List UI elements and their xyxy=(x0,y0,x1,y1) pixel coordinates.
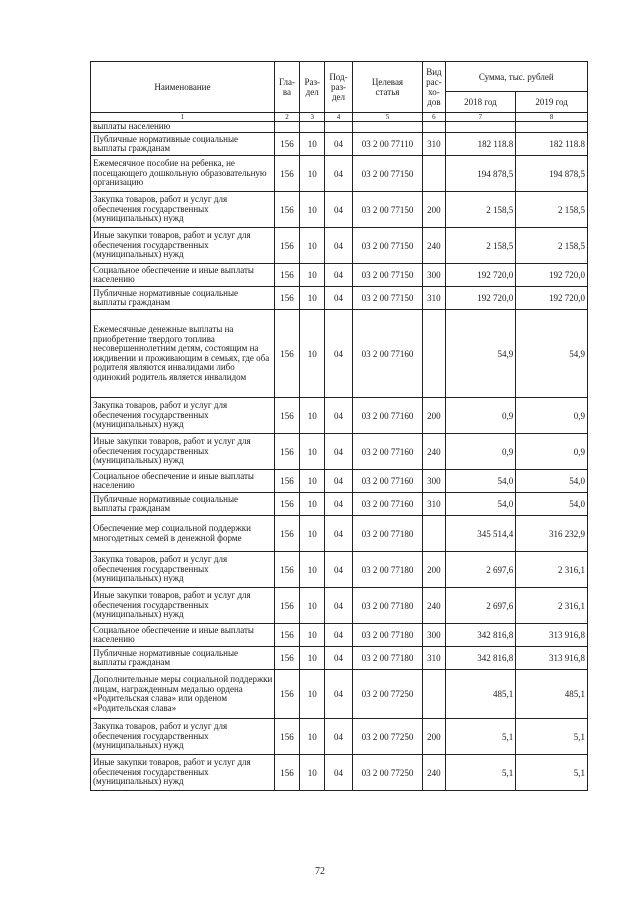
row-target: 03 2 00 77180 xyxy=(352,624,423,647)
row-glava: 156 xyxy=(274,588,299,624)
row-vid xyxy=(423,516,445,552)
row-podrazdel: 04 xyxy=(325,647,352,670)
row-razdel: 10 xyxy=(300,516,325,552)
column-index: 2 xyxy=(274,113,299,122)
table-body xyxy=(91,122,588,791)
row-vid: 200 xyxy=(423,719,445,755)
row-podrazdel: 04 xyxy=(325,552,352,588)
column-index: 8 xyxy=(516,113,588,122)
row-amount-2018: 342 816,8 xyxy=(445,624,516,647)
table-row xyxy=(91,192,588,228)
row-vid: 310 xyxy=(423,493,445,516)
table-row xyxy=(91,470,588,493)
row-vid: 200 xyxy=(423,192,445,228)
row-glava: 156 xyxy=(274,398,299,434)
row-amount-2019: 182 118.8 xyxy=(516,133,588,156)
row-glava: 156 xyxy=(274,434,299,470)
row-amount-2019: 313 916,8 xyxy=(516,624,588,647)
row-amount-2019: 0,9 xyxy=(516,398,588,434)
row-target: 03 2 00 77150 xyxy=(352,192,423,228)
row-amount-2019: 2 316,1 xyxy=(516,588,588,624)
row-amount-2018: 485,1 xyxy=(445,670,516,719)
row-amount-2019: 5,1 xyxy=(516,755,588,791)
table-row xyxy=(91,398,588,434)
row-vid xyxy=(423,310,445,398)
row-target: 03 2 00 77150 xyxy=(352,264,423,287)
header-year-2018: 2018 год xyxy=(445,92,516,113)
row-name: Иные закупки товаров, работ и услуг для обеспечения государственных (муниципальных) нужд xyxy=(91,755,275,791)
row-name: Иные закупки товаров, работ и услуг для обеспечения государственных (муниципальных) нужд xyxy=(91,434,275,470)
table-row xyxy=(91,310,588,398)
table-row xyxy=(91,434,588,470)
row-vid: 310 xyxy=(423,647,445,670)
row-amount-2018: 192 720,0 xyxy=(445,264,516,287)
row-name: Закупка товаров, работ и услуг для обеспечения государственных (муниципальных) нужд xyxy=(91,552,275,588)
row-amount-2018: 182 118.8 xyxy=(445,133,516,156)
table-row xyxy=(91,133,588,156)
row-name: Дополнительные меры социальной поддержки лицам, награжденным медалью ордена «Родительская слава» или орденом «Родительская слава» xyxy=(91,670,275,719)
row-glava: 156 xyxy=(274,493,299,516)
row-target: 03 2 00 77150 xyxy=(352,156,423,192)
row-target: 03 2 00 77180 xyxy=(352,552,423,588)
row-podrazdel: 04 xyxy=(325,588,352,624)
header-razdel: Раз- дел xyxy=(300,62,325,113)
row-razdel: 10 xyxy=(300,624,325,647)
row-podrazdel: 04 xyxy=(325,624,352,647)
table-header xyxy=(91,62,588,122)
row-glava: 156 xyxy=(274,228,299,264)
row-name: Социальное обеспечение и иные выплаты населению xyxy=(91,264,275,287)
row-podrazdel: 04 xyxy=(325,133,352,156)
table-row xyxy=(91,516,588,552)
column-index: 5 xyxy=(352,113,423,122)
row-podrazdel: 04 xyxy=(325,755,352,791)
row-podrazdel: 04 xyxy=(325,493,352,516)
row-razdel: 10 xyxy=(300,264,325,287)
row-vid: 310 xyxy=(423,133,445,156)
row-razdel: 10 xyxy=(300,755,325,791)
row-glava: 156 xyxy=(274,156,299,192)
row-podrazdel: 04 xyxy=(325,287,352,310)
row-amount-2019: 316 232,9 xyxy=(516,516,588,552)
row-target: 03 2 00 77160 xyxy=(352,398,423,434)
table-row xyxy=(91,156,588,192)
row-amount-2018: 0,9 xyxy=(445,398,516,434)
row-name: Обеспечение мер социальной поддержки многодетных семей в денежной форме xyxy=(91,516,275,552)
row-vid: 300 xyxy=(423,624,445,647)
row-target: 03 2 00 77250 xyxy=(352,755,423,791)
row-amount-2018: 194 878,5 xyxy=(445,156,516,192)
row-amount-2018: 54,0 xyxy=(445,493,516,516)
row-vid: 240 xyxy=(423,434,445,470)
row-glava: 156 xyxy=(274,470,299,493)
row-podrazdel: 04 xyxy=(325,470,352,493)
row-amount-2019: 2 316,1 xyxy=(516,552,588,588)
row-podrazdel: 04 xyxy=(325,670,352,719)
row-glava: 156 xyxy=(274,264,299,287)
header-podrazdel: Под- раз- дел xyxy=(325,62,352,113)
row-glava: 156 xyxy=(274,552,299,588)
row-name: Иные закупки товаров, работ и услуг для обеспечения государственных (муниципальных) нужд xyxy=(91,588,275,624)
row-target: 03 2 00 77150 xyxy=(352,228,423,264)
row-amount-2019: 54,0 xyxy=(516,493,588,516)
table-row xyxy=(91,624,588,647)
row-target xyxy=(352,122,423,133)
row-glava: 156 xyxy=(274,287,299,310)
row-amount-2019: 54,9 xyxy=(516,310,588,398)
row-amount-2019 xyxy=(516,122,588,133)
header-name: Наименование xyxy=(91,62,275,113)
row-amount-2018: 345 514,4 xyxy=(445,516,516,552)
row-podrazdel: 04 xyxy=(325,398,352,434)
row-amount-2018: 342 816,8 xyxy=(445,647,516,670)
header-glava: Гла- ва xyxy=(274,62,299,113)
header-year-2019: 2019 год xyxy=(516,92,588,113)
row-glava: 156 xyxy=(274,624,299,647)
row-target: 03 2 00 77150 xyxy=(352,287,423,310)
row-vid: 200 xyxy=(423,398,445,434)
row-vid: 240 xyxy=(423,755,445,791)
row-razdel: 10 xyxy=(300,192,325,228)
row-razdel: 10 xyxy=(300,287,325,310)
row-name: Закупка товаров, работ и услуг для обеспечения государственных (муниципальных) нужд xyxy=(91,719,275,755)
column-index: 4 xyxy=(325,113,352,122)
row-target: 03 2 00 77160 xyxy=(352,493,423,516)
row-glava: 156 xyxy=(274,755,299,791)
row-podrazdel: 04 xyxy=(325,516,352,552)
table-row xyxy=(91,264,588,287)
row-razdel: 10 xyxy=(300,552,325,588)
row-vid: 200 xyxy=(423,552,445,588)
row-glava: 156 xyxy=(274,719,299,755)
table-row xyxy=(91,493,588,516)
row-vid: 240 xyxy=(423,228,445,264)
row-name: Публичные нормативные социальные выплаты гражданам xyxy=(91,493,275,516)
row-amount-2019: 192 720,0 xyxy=(516,287,588,310)
row-razdel: 10 xyxy=(300,670,325,719)
row-podrazdel: 04 xyxy=(325,264,352,287)
row-amount-2019: 5,1 xyxy=(516,719,588,755)
row-vid xyxy=(423,670,445,719)
row-amount-2018: 2 158,5 xyxy=(445,192,516,228)
row-name: Публичные нормативные социальные выплаты гражданам xyxy=(91,133,275,156)
row-target: 03 2 00 77250 xyxy=(352,719,423,755)
table-row xyxy=(91,719,588,755)
row-amount-2018: 2 697,6 xyxy=(445,588,516,624)
row-name: Закупка товаров, работ и услуг для обеспечения государственных (муниципальных) нужд xyxy=(91,192,275,228)
row-amount-2019: 313 916,8 xyxy=(516,647,588,670)
row-vid: 300 xyxy=(423,264,445,287)
row-vid: 310 xyxy=(423,287,445,310)
row-target: 03 2 00 77250 xyxy=(352,670,423,719)
row-target: 03 2 00 77160 xyxy=(352,310,423,398)
table-row xyxy=(91,552,588,588)
row-amount-2018: 192 720,0 xyxy=(445,287,516,310)
row-amount-2019: 194 878,5 xyxy=(516,156,588,192)
row-amount-2018: 2 697,6 xyxy=(445,552,516,588)
row-amount-2019: 2 158,5 xyxy=(516,228,588,264)
row-glava: 156 xyxy=(274,670,299,719)
row-target: 03 2 00 77110 xyxy=(352,133,423,156)
row-vid xyxy=(423,156,445,192)
row-razdel: 10 xyxy=(300,156,325,192)
row-target: 03 2 00 77180 xyxy=(352,647,423,670)
column-index: 6 xyxy=(423,113,445,122)
row-razdel: 10 xyxy=(300,470,325,493)
table-row xyxy=(91,755,588,791)
column-index-row xyxy=(91,113,588,122)
row-amount-2019: 0,9 xyxy=(516,434,588,470)
row-name: Ежемесячное пособие на ребенка, не посещающего дошкольную образовательную организацию xyxy=(91,156,275,192)
column-index: 1 xyxy=(91,113,275,122)
row-razdel: 10 xyxy=(300,310,325,398)
row-podrazdel: 04 xyxy=(325,310,352,398)
row-amount-2019: 2 158,5 xyxy=(516,192,588,228)
row-name: Иные закупки товаров, работ и услуг для обеспечения государственных (муниципальных) нужд xyxy=(91,228,275,264)
row-amount-2018: 54,9 xyxy=(445,310,516,398)
row-vid: 300 xyxy=(423,470,445,493)
row-razdel: 10 xyxy=(300,133,325,156)
row-name: Социальное обеспечение и иные выплаты населению xyxy=(91,470,275,493)
row-amount-2018: 0,9 xyxy=(445,434,516,470)
row-glava: 156 xyxy=(274,516,299,552)
row-podrazdel: 04 xyxy=(325,192,352,228)
row-amount-2019: 192 720,0 xyxy=(516,264,588,287)
row-razdel: 10 xyxy=(300,398,325,434)
row-vid: 240 xyxy=(423,588,445,624)
header-vid: Вид рас- хо- дов xyxy=(423,62,445,113)
row-amount-2018: 5,1 xyxy=(445,755,516,791)
row-podrazdel: 04 xyxy=(325,156,352,192)
row-amount-2019: 485,1 xyxy=(516,670,588,719)
row-target: 03 2 00 77160 xyxy=(352,470,423,493)
budget-table xyxy=(90,61,588,791)
row-podrazdel xyxy=(325,122,352,133)
budget-table-container xyxy=(90,61,588,791)
row-amount-2018 xyxy=(445,122,516,133)
row-name: Публичные нормативные социальные выплаты гражданам xyxy=(91,287,275,310)
row-name: Социальное обеспечение и иные выплаты населению xyxy=(91,624,275,647)
column-index: 3 xyxy=(300,113,325,122)
row-razdel: 10 xyxy=(300,719,325,755)
table-row xyxy=(91,588,588,624)
row-amount-2018: 5,1 xyxy=(445,719,516,755)
row-target: 03 2 00 77160 xyxy=(352,434,423,470)
table-row xyxy=(91,228,588,264)
row-razdel: 10 xyxy=(300,588,325,624)
row-glava: 156 xyxy=(274,647,299,670)
row-razdel: 10 xyxy=(300,434,325,470)
table-row xyxy=(91,647,588,670)
row-podrazdel: 04 xyxy=(325,719,352,755)
row-glava: 156 xyxy=(274,310,299,398)
header-sum: Сумма, тыс. рублей xyxy=(445,62,587,92)
row-amount-2019: 54,0 xyxy=(516,470,588,493)
row-razdel xyxy=(300,122,325,133)
table-row xyxy=(91,287,588,310)
row-glava xyxy=(274,122,299,133)
row-vid xyxy=(423,122,445,133)
row-amount-2018: 54,0 xyxy=(445,470,516,493)
page-number: 72 xyxy=(315,866,325,877)
row-podrazdel: 04 xyxy=(325,434,352,470)
row-podrazdel: 04 xyxy=(325,228,352,264)
row-glava: 156 xyxy=(274,192,299,228)
row-glava: 156 xyxy=(274,133,299,156)
row-name: выплаты населению xyxy=(91,122,275,133)
row-razdel: 10 xyxy=(300,493,325,516)
table-row xyxy=(91,670,588,719)
row-name: Публичные нормативные социальные выплаты гражданам xyxy=(91,647,275,670)
row-name: Ежемесячные денежные выплаты на приобретение твердого топлива несовершеннолетним детям, состоящим на иждивении и проживающим в семьях, где оба родителя являются инвалидами либо одинокий родитель является инвалидом xyxy=(91,310,275,398)
row-name: Закупка товаров, работ и услуг для обеспечения государственных (муниципальных) нужд xyxy=(91,398,275,434)
column-index: 7 xyxy=(445,113,516,122)
table-row xyxy=(91,122,588,133)
row-razdel: 10 xyxy=(300,228,325,264)
row-amount-2018: 2 158,5 xyxy=(445,228,516,264)
row-target: 03 2 00 77180 xyxy=(352,588,423,624)
row-razdel: 10 xyxy=(300,647,325,670)
row-target: 03 2 00 77180 xyxy=(352,516,423,552)
header-target: Целевая статья xyxy=(352,62,423,113)
